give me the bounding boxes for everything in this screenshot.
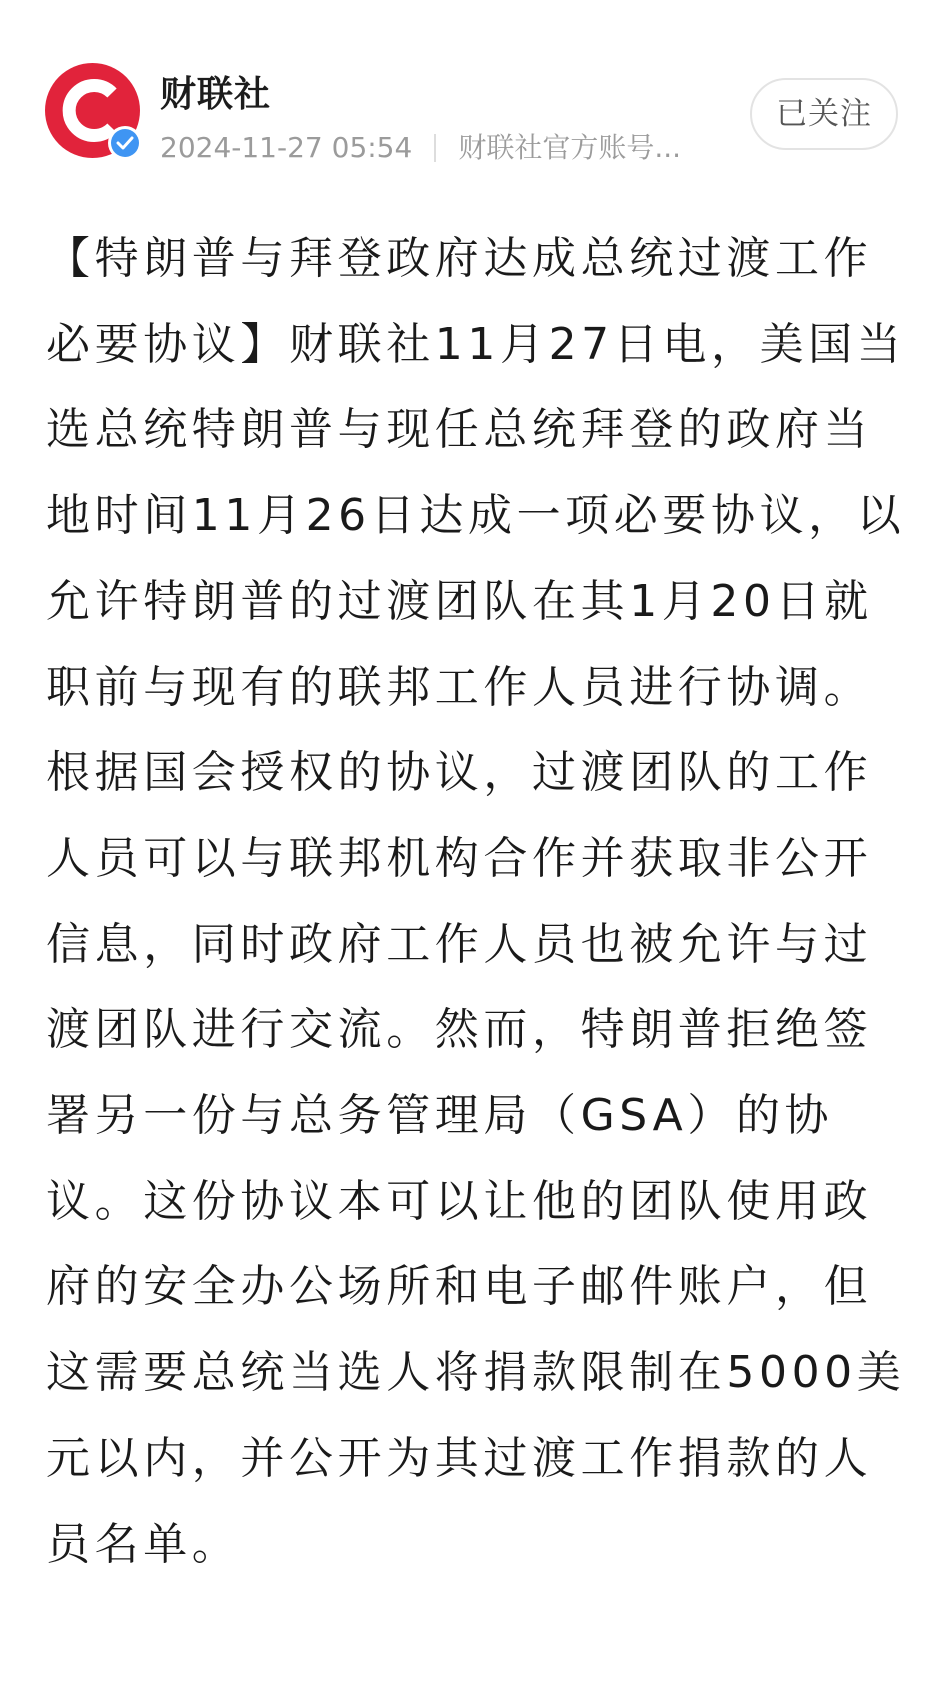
meta-divider: [434, 134, 436, 162]
account-name[interactable]: 财联社: [160, 74, 272, 115]
account-type: 财联社官方账号...: [458, 131, 682, 164]
article-body: 【特朗普与拜登政府达成总统过渡工作必要协议】财联社11月27日电，美国当选总统特朗普与现任总统拜登的政府当地时间11月26日达成一项必要协议，以允许特朗普的过渡团队在其1月20日就职前与现有的联邦工作人员进行协调。根据国会授权的协议，过渡团队的工作人员可以与联邦机构合作并获取非公开信息，同时政府工作人员也被允许与过渡团队进行交流。然而，特朗普拒绝签署另一份与总务管理局（GSA）的协议。这份协议本可以让他的团队使用政府的安全办公场所和电子邮件账户，但这需要总统当选人将捐款限制在5000美元以内，并公开为其过渡工作捐款的人员名单。: [46, 233, 906, 1570]
post-header: [0, 0, 944, 190]
verified-badge: [108, 126, 142, 160]
follow-button[interactable]: 已关注: [750, 78, 898, 150]
verified-check-icon: [116, 135, 134, 151]
post-timestamp: 2024-11-27 05:54: [160, 131, 413, 164]
post-meta: [160, 126, 681, 166]
